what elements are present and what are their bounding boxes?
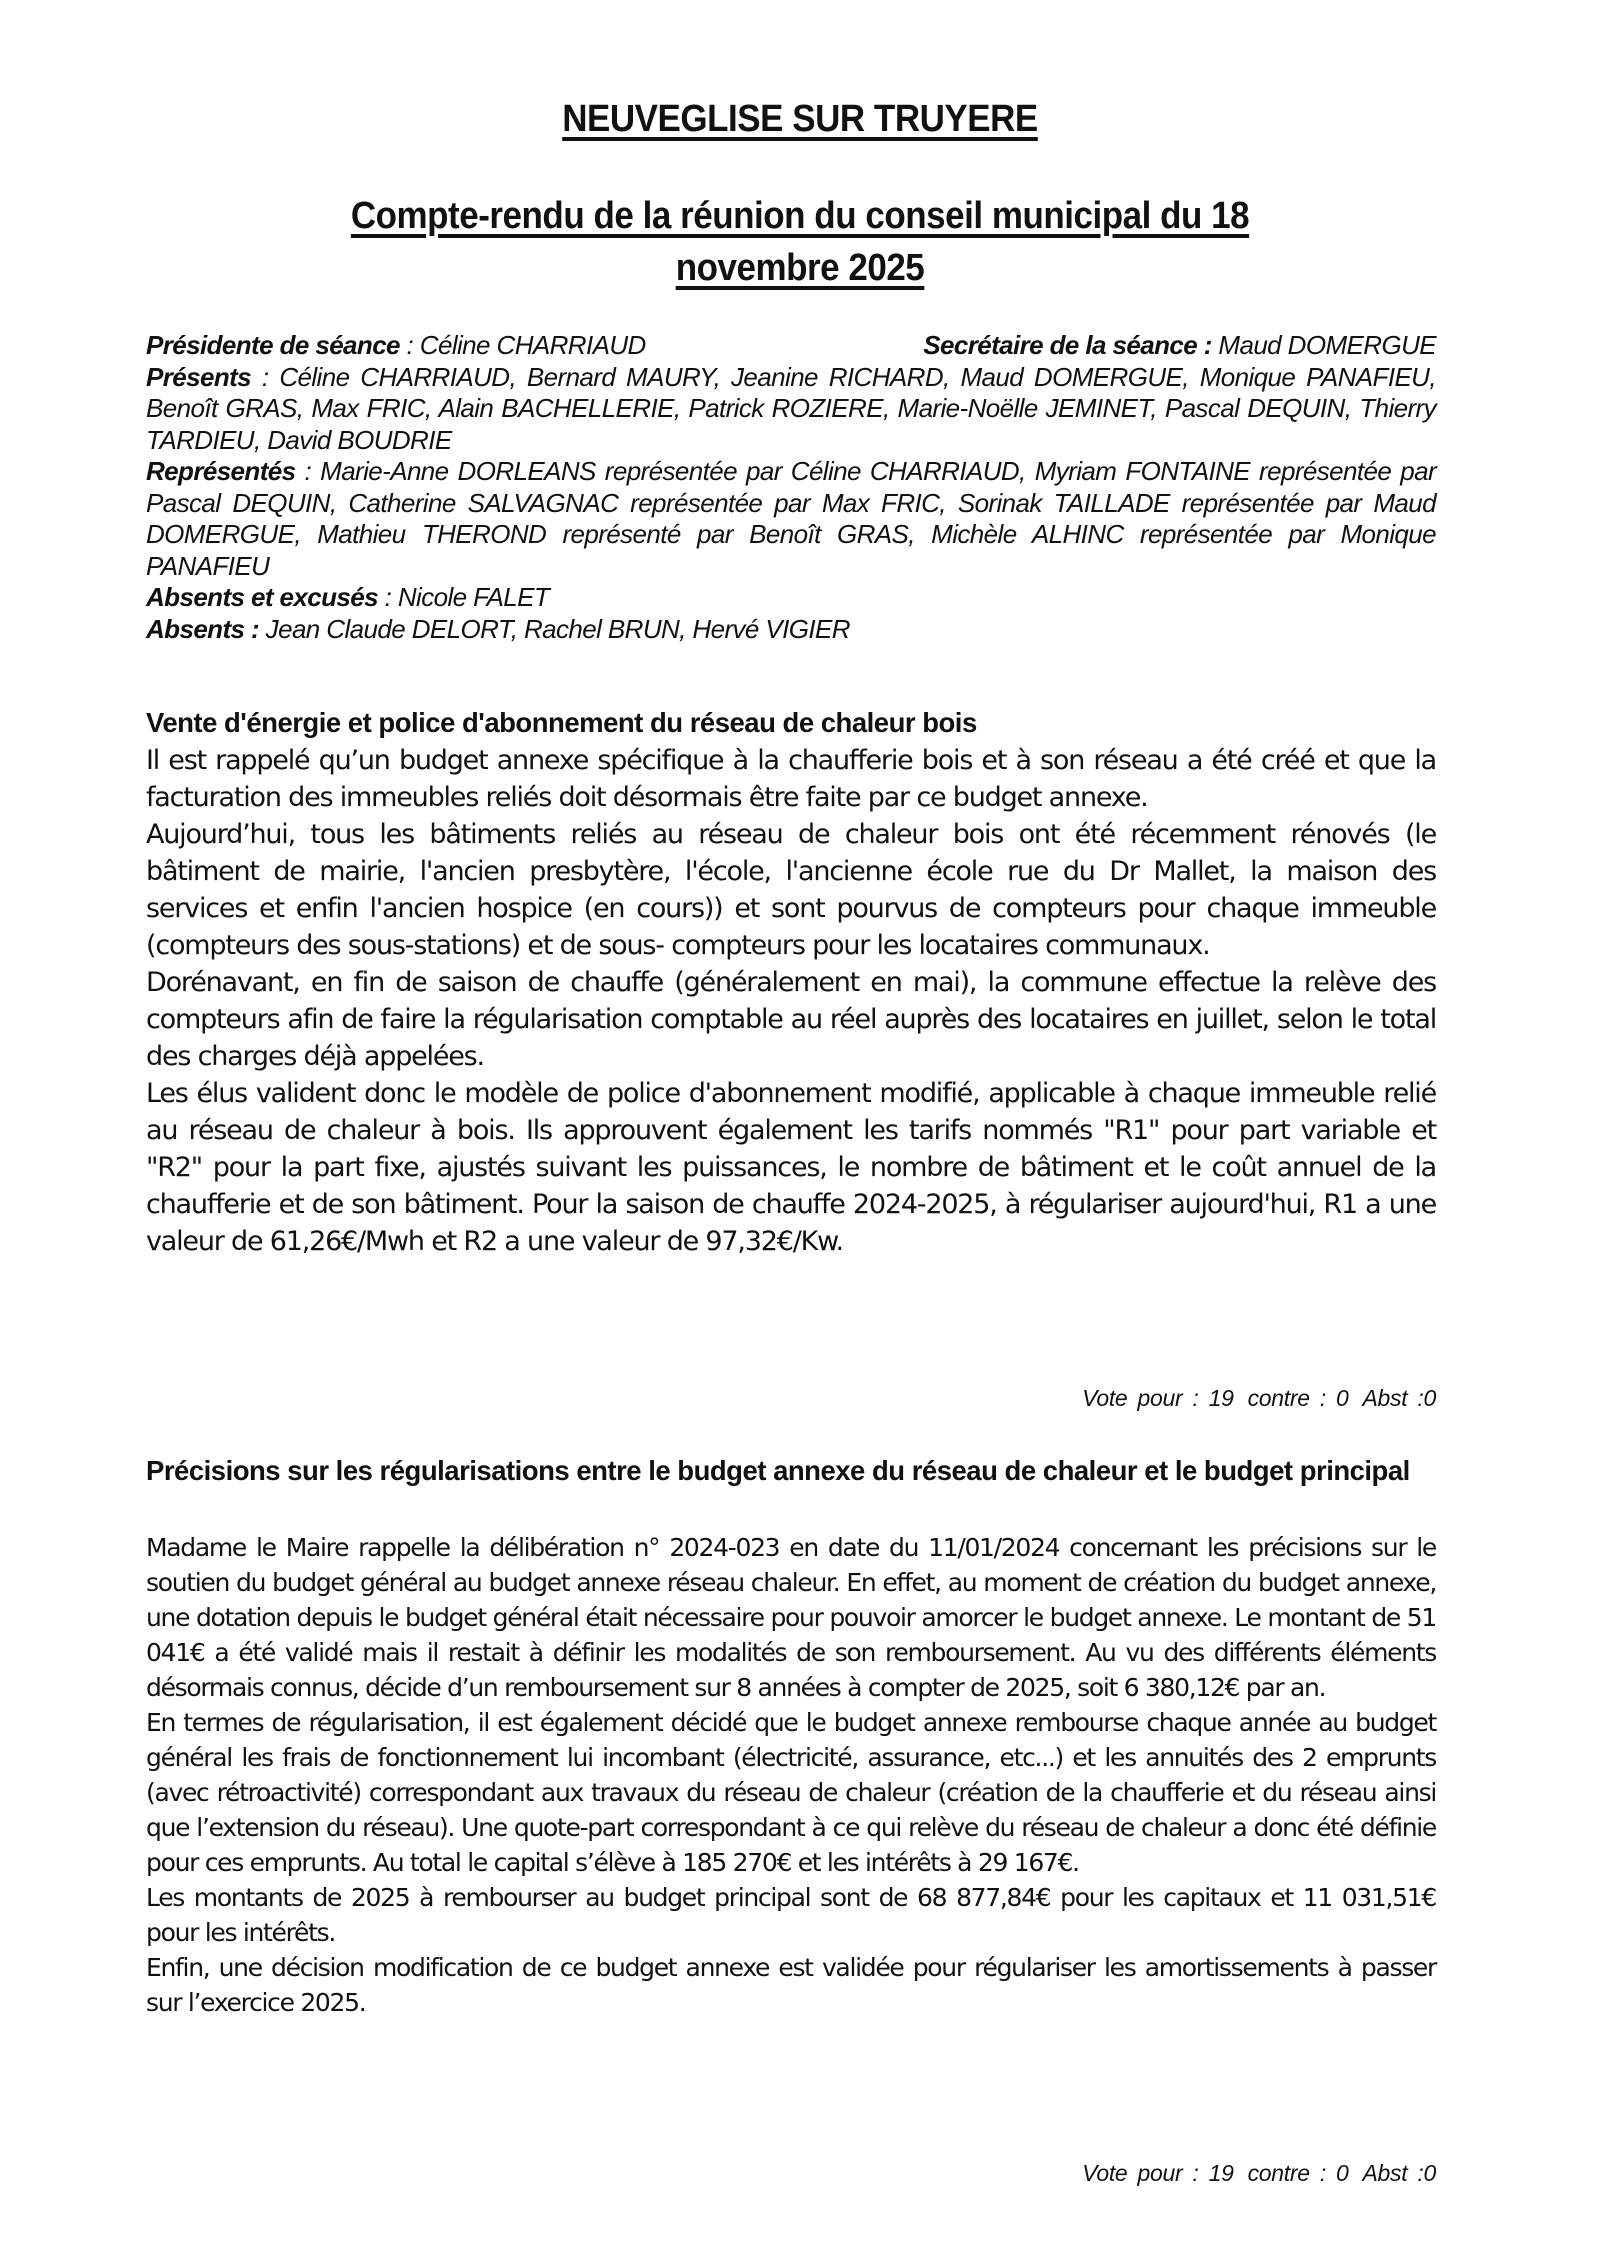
section-body-heat-network — [146, 742, 1436, 1260]
vote-pour: Vote pour : 19 — [1082, 1385, 1234, 1411]
vote-pour: Vote pour : 19 — [1082, 2160, 1234, 2186]
absent-label: Absents : — [146, 613, 260, 644]
vote-result-section-2 — [1082, 2160, 1436, 2187]
paragraph: En termes de régularisation, il est également décidé que le budget annexe rembourse chaque année au budget général les frais de fonctionnement lui incombant (électricité, assurance, etc...) et les annuités des 2 emprunts (avec rétroactivité) correspondant aux travaux du réseau de chaleur (création de la chaufferie et du réseau ainsi que l’extension du réseau). Une quote-part correspondant à ce qui relève du réseau de chaleur a donc été définie pour ces emprunts. Au total le capital s’élève à 185 270€ et les intérêts à 29 167€. — [146, 1708, 1436, 1877]
present-label: Présents — [146, 361, 252, 392]
attendance-block — [146, 330, 1436, 645]
paragraph: Dorénavant, en fin de saison de chauffe (généralement en mai), la commune effectue la relève des compteurs afin de faire la régularisation comptable au réel auprès des locataires en juillet, selon le total des charges déjà appelées. — [146, 967, 1436, 1072]
president-entry — [146, 330, 646, 362]
document-title — [64, 190, 1536, 294]
excused-value: : Nicole FALET — [378, 582, 550, 612]
secretary-value: Maud DOMERGUE — [1211, 330, 1436, 360]
represented-value: : Marie-Anne DORLEANS représentée par Céline CHARRIAUD, Myriam FONTAINE représentée par Pascal DEQUIN, Catherine SALVAGNAC représentée par Max FRIC, Sorinak TAILLADE représentée par Maud DOMERGUE, Mathieu THEROND représenté par Benoît GRAS, Michèle ALHINC représentée par Monique PANAFIEU — [146, 456, 1436, 581]
paragraph: Aujourd’hui, tous les bâtiments reliés au réseau de chaleur bois ont été récemment rénovés (le bâtiment de mairie, l'ancien presbytère, l'école, l'ancienne école rue du Dr Mallet, la maison des services et enfin l'ancien hospice (en cours)) et sont pourvus de compteurs pour chaque immeuble (compteurs des sous-stations) et de sous- compteurs pour les locataires communaux. — [146, 819, 1436, 961]
vote-contre: contre : 0 — [1247, 2160, 1349, 2186]
excused-entry — [146, 582, 1436, 614]
vote-contre: contre : 0 — [1247, 1385, 1349, 1411]
paragraph: Enfin, une décision modification de ce budget annexe est validée pour régulariser les amortissements à passer sur l’exercice 2025. — [146, 1953, 1436, 2017]
president-value: : Céline CHARRIAUD — [399, 330, 646, 360]
president-label: Présidente de séance — [146, 330, 400, 360]
vote-abst: Abst :0 — [1362, 2160, 1436, 2186]
paragraph: Les montants de 2025 à rembourser au budget principal sont de 68 877,84€ pour les capitaux et 11 031,51€ pour les intérêts. — [146, 1883, 1436, 1947]
present-entry — [146, 362, 1436, 457]
excused-label: Absents et excusés — [146, 582, 378, 612]
present-value: : Céline CHARRIAUD, Bernard MAURY, Jeanine RICHARD, Maud DOMERGUE, Monique PANAFIEU, Benoît GRAS, Max FRIC, Alain BACHELLERIE, Patrick ROZIERE, Marie-Noëlle JEMINET, Pascal DEQUIN, Thierry TARDIEU, David BOUDRIE — [146, 361, 1436, 455]
title-line-2: novembre 2025 — [675, 247, 925, 289]
paragraph: Les élus valident donc le modèle de police d'abonnement modifié, applicable à chaque immeuble relié au réseau de chaleur à bois. Ils approuvent également les tarifs nommés "R1" pour part variable et "R2" pour la part fixe, ajustés suivant les puissances, le nombre de bâtiment et le coût annuel de la chaufferie et de son bâtiment. Pour la saison de chauffe 2024-2025, à régulariser aujourd'hui, R1 a une valeur de 61,26€/Mwh et R2 a une valeur de 97,32€/Kw. — [146, 1078, 1436, 1257]
secretary-entry — [923, 330, 1436, 362]
represented-entry — [146, 456, 1436, 582]
session-officers — [146, 330, 1436, 362]
section-body-budget-regularisation — [146, 1530, 1436, 2020]
represented-label: Représentés — [146, 456, 296, 486]
vote-abst: Abst :0 — [1362, 1385, 1436, 1411]
paragraph: Il est rappelé qu’un budget annexe spécifique à la chaufferie bois et à son réseau a été créé et que la facturation des immeubles reliés doit désormais être faite par ce budget annexe. — [146, 745, 1436, 813]
paragraph: Madame le Maire rappelle la délibération n° 2024-023 en date du 11/01/2024 concernant les précisions sur le soutien du budget général au budget annexe réseau chaleur. En effet, au moment de création du budget annexe, une dotation depuis le budget général était nécessaire pour pouvoir amorcer le budget annexe. Le montant de 51 041€ a été validé mais il restait à définir les modalités de son remboursement. Au vu des différents éléments désormais connus, décide d’un remboursement sur 8 années à compter de 2025, soit 6 380,12€ par an. — [146, 1533, 1436, 1702]
absent-entry — [146, 614, 1436, 646]
commune-name: NEUVEGLISE SUR TRUYERE — [562, 98, 1038, 140]
section-title-budget-regularisation: Précisions sur les régularisations entre le budget annexe du réseau de chaleur et le budget principal — [146, 1455, 1410, 1486]
title-line-1: Compte-rendu de la réunion du conseil municipal du 18 — [350, 195, 1250, 237]
absent-value: Jean Claude DELORT, Rachel BRUN, Hervé VIGIER — [259, 613, 850, 644]
vote-result-section-1 — [1082, 1385, 1436, 1412]
commune-title — [64, 98, 1536, 141]
section-title-heat-network: Vente d'énergie et police d'abonnement du réseau de chaleur bois — [146, 707, 977, 738]
secretary-label: Secrétaire de la séance : — [923, 330, 1212, 360]
